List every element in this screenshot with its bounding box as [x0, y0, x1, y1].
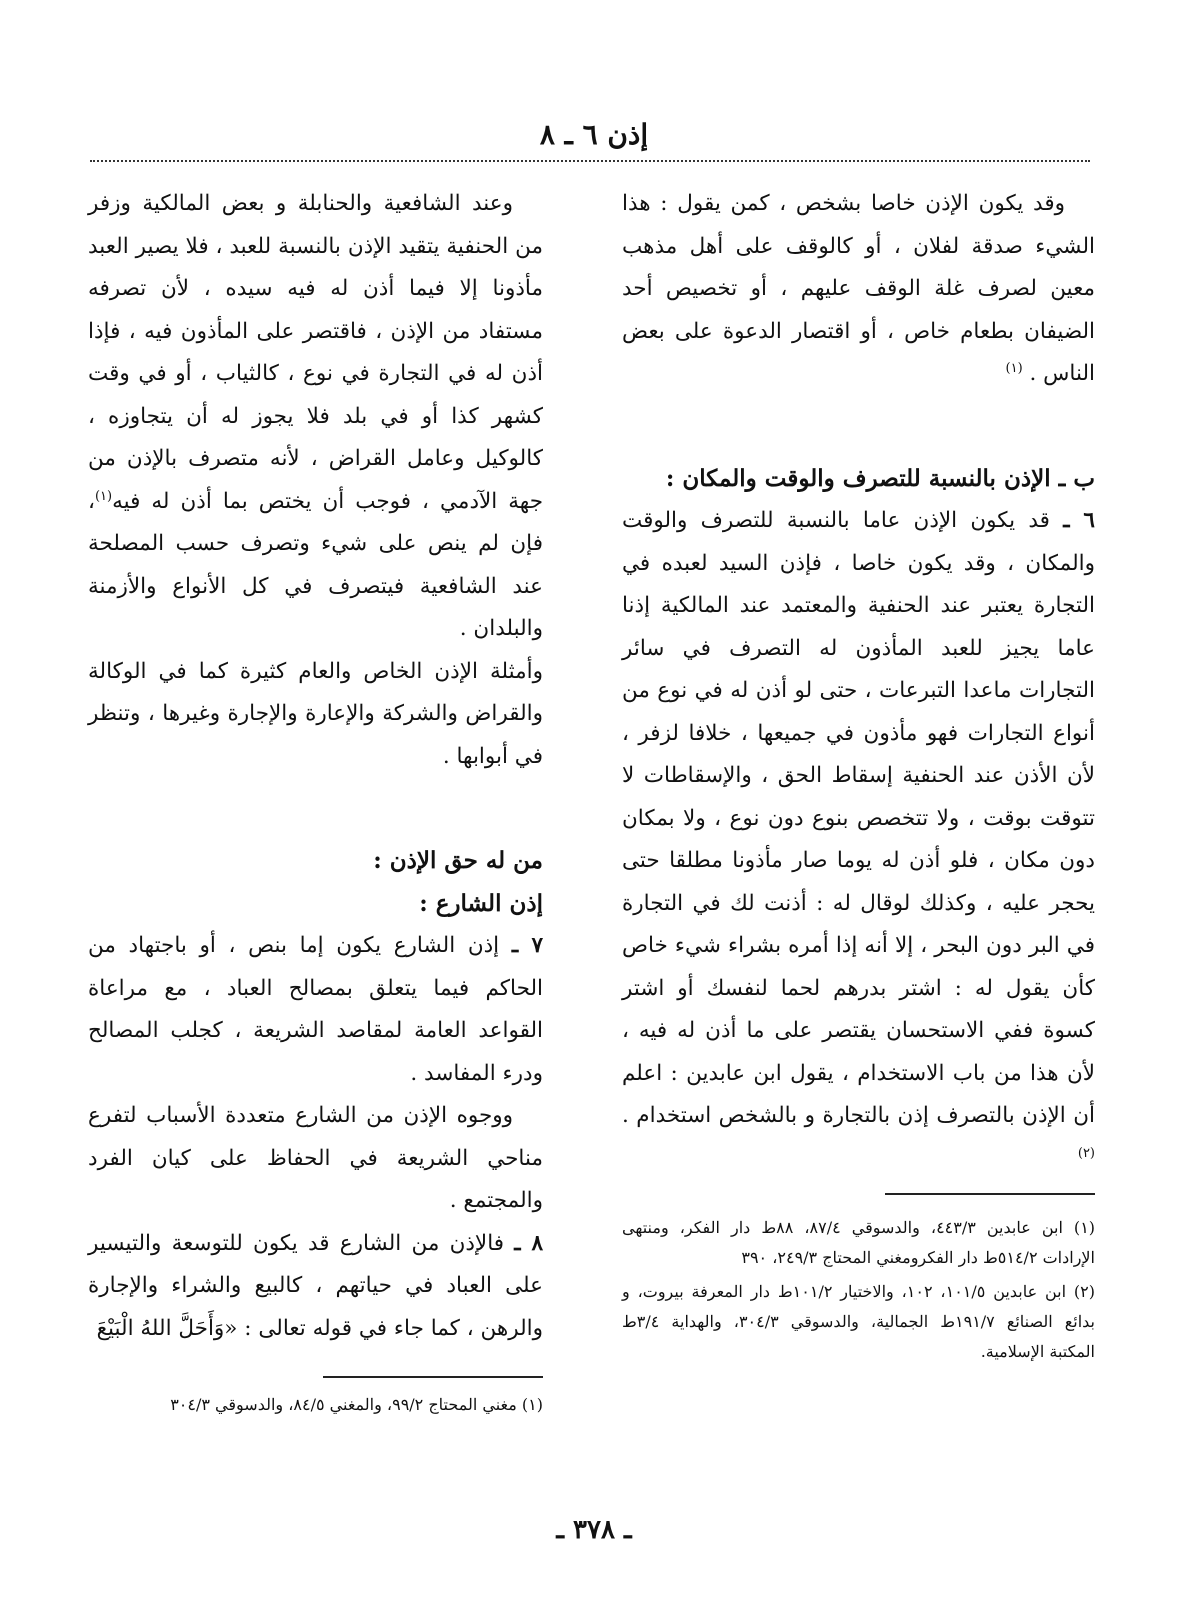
page-number: ـ ٣٧٨ ـ [556, 1515, 632, 1545]
paragraph-8 [88, 1223, 543, 1351]
section-heading: ب ـ الإذن بالنسبة للتصرف والوقت والمكان : [665, 464, 1095, 492]
heading-who-permits: من له حق الإذن : [373, 847, 543, 874]
paragraph-7b: ووجوه الإذن من الشارع متعددة الأسباب لتفرع مناحي الشريعة في الحفاظ على كيان الفرد والمجتمع . [88, 1103, 543, 1213]
footnote-ref: (٢) [1077, 1145, 1095, 1161]
footnote-ref: (١) [94, 488, 113, 504]
footnotes-left [88, 1390, 543, 1424]
running-header: إذن ٦ ـ ٨ [539, 118, 649, 151]
footnote-divider [885, 1193, 1095, 1195]
paragraph-7 [88, 925, 543, 1095]
footnote: (٢) ابن عابدين ١٠١/٥، ١٠٢، والاختيار ١٠١/٢ط دار المعرفة بيروت، و بدائع الصنائع ١٩١/٧ط الجمالية، والدسوقي ٣٠٤/٣، والهداية ٣/٤ط المكتبة الإسلامية. [622, 1282, 1096, 1361]
paragraph-number: ٦ ـ [1063, 508, 1095, 533]
paragraph-7-text: إذن الشارع يكون إما بنص ، أو باجتهاد من الحاكم فيما يتعلق بمصالح العباد ، مع مراعاة القواعد العامة لمقاصد الشريعة ، كجلب المصالح ودرء المفاسد . [88, 933, 543, 1086]
paragraph-a-text: وعند الشافعية والحنابلة و بعض المالكية وزفر من الحنفية يتقيد الإذن بالنسبة للعبد ، فلا يصير العبد مأذونا إلا فيما أذن له فيه سيده ، لأن تصرفه مستفاد من الإذن ، فاقتصر على المأذون فيه ، فإذا أذن له في التجارة في نوع ، كالثياب ، أو في وقت كشهر كذا أو في بلد فلا يجوز له أن يتجاوزه ، كالوكيل وعامل القراض ، لأنه متصرف بالإذن من جهة الآدمي ، فوجب أن يختص بما أذن له فيه [88, 191, 543, 514]
footnote-ref: (١) [1005, 360, 1023, 376]
footnotes-right [622, 1213, 1095, 1371]
paragraph-a-text-end: ، فإن لم ينص على شيء وتصرف حسب المصلحة عند الشافعية فيتصرف في كل الأنواع والأزمنة والبلدان . [88, 488, 543, 641]
footnote: (١) ابن عابدين ٤٤٣/٣، والدسوقي ٨٧/٤، ٨٨ط دار الفكر، ومنتهى الإرادات ٥١٤/٢ط دار الفكرومغني المحتاج ٢٤٩/٣، ٣٩٠ [622, 1218, 1096, 1267]
intro-text: وقد يكون الإذن خاصا بشخص ، كمن يقول : هذا الشيء صدقة لفلان ، أو كالوقف على أهل مذهب معين لصرف غلة الوقف عليهم ، أو تخصيص أحد الضيفان بطعام خاص ، أو اقتصار الدعوة على بعض الناس . [622, 191, 1095, 386]
paragraph-number: ٨ ـ [514, 1230, 543, 1256]
paragraph-b: وأمثلة الإذن الخاص والعام كثيرة كما في الوكالة والقراض والشركة والإعارة والإجارة وغيرها ، وتنظر في أبوابها . [88, 658, 543, 769]
right-column [622, 183, 1095, 1180]
paragraph-a [88, 183, 543, 651]
left-column [88, 183, 543, 1350]
paragraph-8-text: فالإذن من الشارع قد يكون للتوسعة والتيسير على العباد في حياتهم ، كالبيع والشراء والإجارة والرهن ، كما جاء في قوله تعالى : «وَأَحَلَّ اللهُ الْبَيْعَ [88, 1230, 543, 1341]
footnote-divider [323, 1376, 543, 1378]
header-divider [90, 160, 1090, 162]
heading-lawgiver: إذن الشارع : [419, 889, 543, 917]
spacer [622, 396, 1095, 458]
spacer [88, 778, 543, 840]
intro-paragraph [622, 183, 1095, 396]
paragraph-6-text: قد يكون الإذن عاما بالنسبة للتصرف والوقت والمكان ، وقد يكون خاصا ، فإذن السيد لعبده في التجارة يعتبر عند الحنفية والمعتمد عند المالكية إذنا عاما يجيز للعبد المأذون له التصرف في سائر التجارات ماعدا التبرعات ، حتى لو أذن له في نوع من أنواع التجارات فهو مأذون في جميعها ، خلافا لزفر ، لأن الأذن عند الحنفية إسقاط الحق ، والإسقاطات لا تتوقت بوقت ، ولا تتخصص بنوع دون نوع ، ولا بمكان دون مكان ، فلو أذن له يوما صار مأذونا مطلقا حتى يحجر عليه ، وكذلك لوقال له : أذنت لك في التجارة في البر دون البحر ، إلا أنه إذا أمره بشراء شيء خاص كأن يقول له : اشتر بدرهم لحما لنفسك أو اشتر كسوة ففي الاستحسان يقتصر على ما أذن له فيه ، لأن هذا من باب الاستخدام ، يقول ابن عابدين : اعلم أن الإذن بالتصرف إذن بالتجارة و بالشخص استخدام . [622, 508, 1095, 1128]
paragraph-number: ٧ ـ [511, 933, 543, 958]
paragraph-6 [622, 500, 1095, 1180]
footnote: (١) مغني المحتاج ٩٩/٢، والمغني ٨٤/٥، والدسوقي ٣٠٤/٣ [170, 1395, 543, 1414]
